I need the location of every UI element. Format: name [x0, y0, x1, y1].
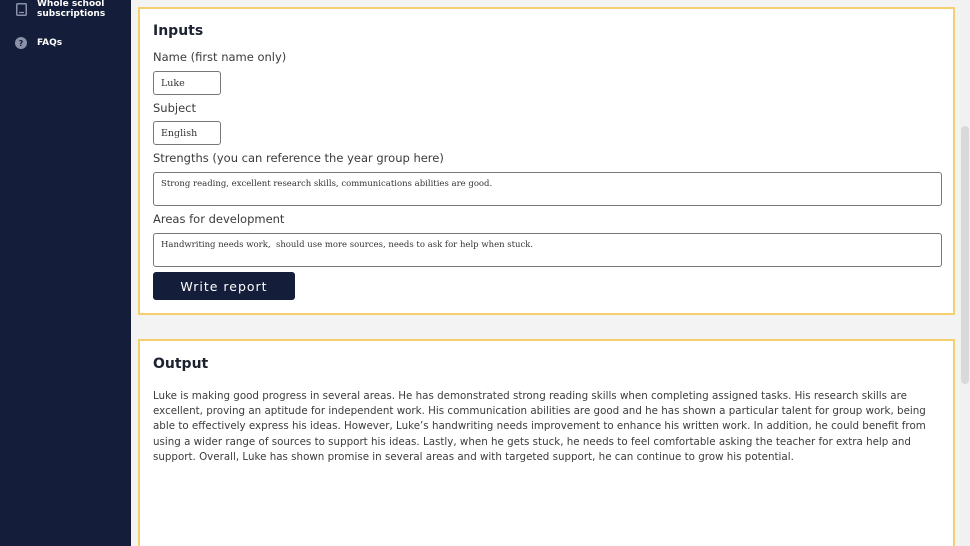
subject-label: Subject [153, 101, 196, 115]
inputs-title: Inputs [153, 23, 204, 39]
subject-input[interactable] [153, 121, 221, 145]
sidebar-item-faqs[interactable] [15, 36, 62, 50]
sidebar-item-label: FAQs [37, 38, 63, 48]
sidebar-item-label: Whole school subscriptions [37, 0, 106, 19]
scrollbar-thumb[interactable] [961, 126, 969, 384]
output-card [138, 339, 955, 546]
page-scrollbar[interactable] [960, 0, 970, 546]
output-report-text: Luke is making good progress in several areas. He has demonstrated strong reading skills when completing assigned tasks. His research skills are excellent, proving an aptitude for independent work. His communication abilities are good and he has shown a particular talent for group work, being able to effectively express his ideas. However, Luke’s handwriting needs improvement to enhance his written work. In addition, he could benefit from using a wider range of sources to support his ideas. Lastly, when he gets stuck, he needs to feel comfortable asking the teacher for extra help and support. Overall, Luke has shown promise in several areas and with targeted support, he can continue to grow his potential. [153, 390, 926, 463]
svg-text:?: ? [18, 39, 24, 48]
name-input[interactable] [153, 71, 221, 95]
inputs-card [138, 7, 955, 315]
strengths-label: Strengths (you can reference the year group here) [153, 151, 444, 165]
development-label: Areas for development [153, 212, 285, 226]
book-icon [15, 2, 27, 16]
main-content [131, 0, 960, 546]
question-circle-icon [15, 36, 27, 50]
strengths-textarea[interactable] [153, 172, 942, 206]
name-label: Name (first name only) [153, 50, 287, 64]
output-title: Output [153, 356, 209, 372]
write-report-button[interactable]: Write report [153, 272, 295, 300]
sidebar-item-whole-school-subscriptions[interactable] [15, 0, 105, 19]
sidebar [0, 0, 131, 546]
development-textarea[interactable] [153, 233, 942, 267]
